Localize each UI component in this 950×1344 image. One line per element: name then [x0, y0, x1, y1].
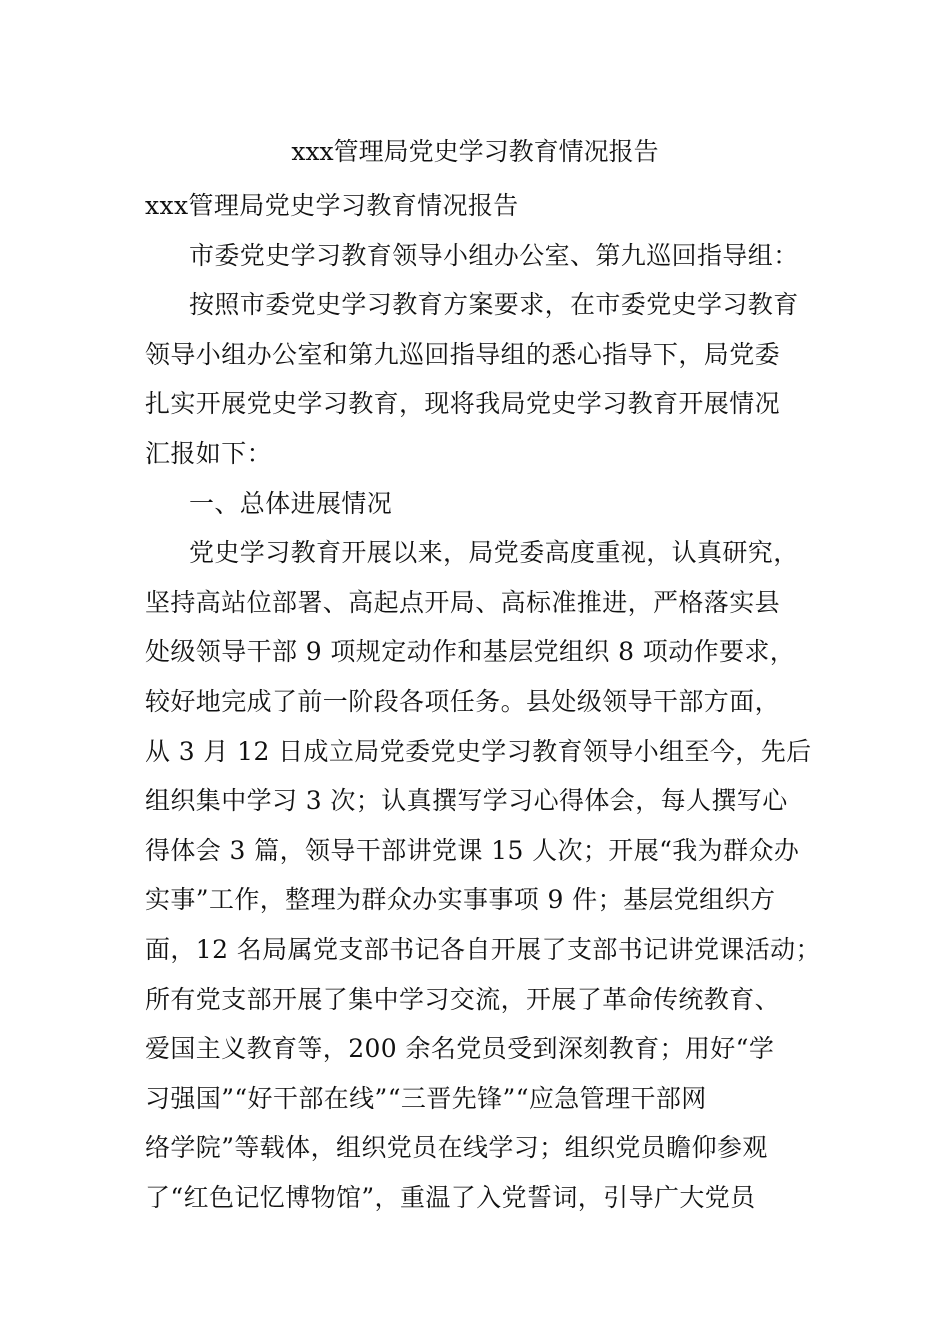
paragraph-line: 扎实开展党史学习教育，现将我局党史学习教育开展情况 — [145, 389, 781, 419]
body-heading-line: xxx管理局党史学习教育情况报告 — [145, 191, 519, 220]
paragraph-line: 从 3 月 12 日成立局党委党史学习教育领导小组至今，先后 — [145, 736, 812, 766]
section-heading: 一、总体进展情况 — [189, 488, 393, 518]
paragraph-line: 习强国”“好干部在线”“三晋先锋”“应急管理干部网 — [145, 1083, 707, 1113]
paragraph-line: 所有党支部开展了集中学习交流，开展了革命传统教育、 — [145, 984, 781, 1014]
paragraph-line: 按照市委党史学习教育方案要求，在市委党史学习教育 — [189, 290, 799, 320]
paragraph-line: 坚持高站位部署、高起点开局、高标准推进，严格落实县 — [145, 587, 781, 617]
paragraph-line: 面，12 名局属党支部书记各自开展了支部书记讲党课活动； — [145, 934, 821, 964]
paragraph-line: 爱国主义教育等，200 余名党员受到深刻教育；用好“学 — [145, 1034, 775, 1064]
paragraph-line: 处级领导干部 9 项规定动作和基层党组织 8 项动作要求， — [145, 637, 796, 667]
paragraph-line: 了“红色记忆博物馆”，重温了入党誓词，引导广大党员 — [145, 1182, 756, 1212]
paragraph-line: 领导小组办公室和第九巡回指导组的悉心指导下，局党委 — [145, 339, 781, 369]
paragraph-line: 得体会 3 篇，领导干部讲党课 15 人次；开展“我为群众办 — [145, 835, 800, 865]
document-body — [145, 181, 845, 1222]
paragraph-line: 汇报如下： — [145, 438, 273, 468]
salutation-line: 市委党史学习教育领导小组办公室、第九巡回指导组： — [189, 240, 799, 270]
paragraph-line: 组织集中学习 3 次；认真撰写学习心得体会，每人撰写心 — [145, 786, 788, 816]
paragraph-line: 络学院”等载体，组织党员在线学习；组织党员瞻仰参观 — [145, 1133, 768, 1163]
paragraph-line: 党史学习教育开展以来，局党委高度重视，认真研究， — [189, 538, 799, 568]
document-title: xxx管理局党史学习教育情况报告 — [291, 137, 659, 166]
paragraph-line: 实事”工作，整理为群众办实事事项 9 件；基层党组织方 — [145, 885, 776, 915]
paragraph-line: 较好地完成了前一阶段各项任务。县处级领导干部方面， — [145, 686, 781, 716]
